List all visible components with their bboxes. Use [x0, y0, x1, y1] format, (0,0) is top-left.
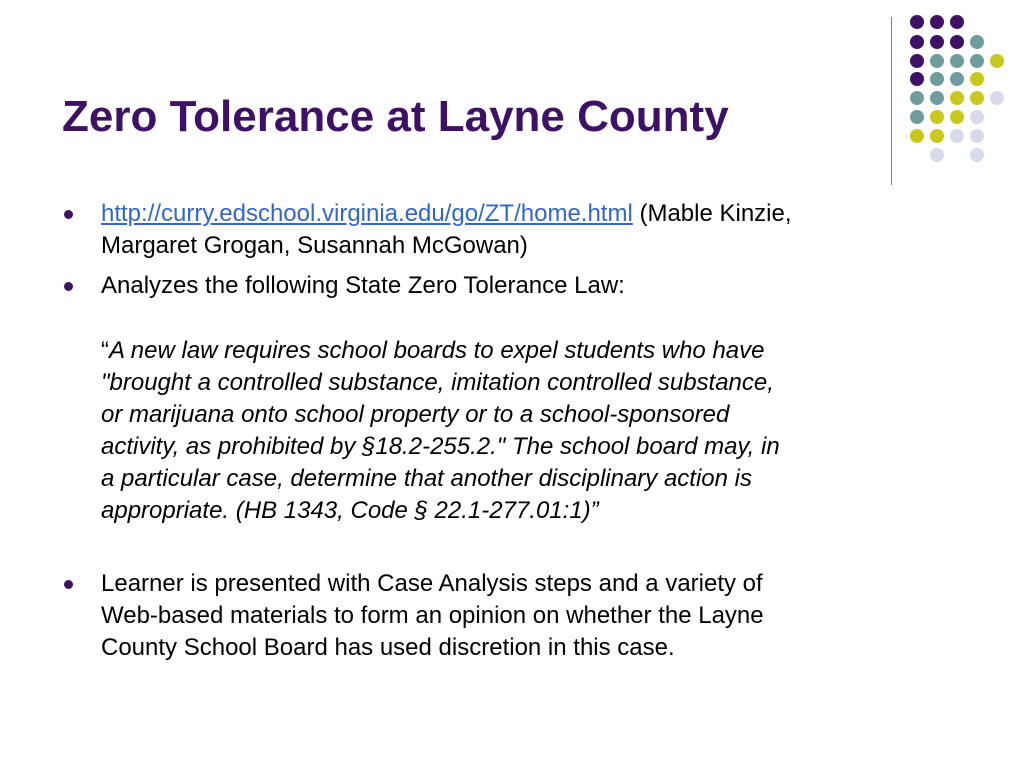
quote-open-mark: “ — [101, 337, 109, 364]
quote-line-3: or marijuana onto school property or to a school-sponsored — [101, 401, 730, 428]
bullet-3-line-1: Learner is presented with Case Analysis steps and a variety of — [101, 570, 763, 597]
quote-line-5: a particular case, determine that another disciplinary action is — [101, 465, 752, 492]
quote-line-6: appropriate. (HB 1343, Code § 22.1-277.01:1)” — [101, 497, 599, 524]
bullet-1-line-2: Margaret Grogan, Susannah McGowan) — [101, 232, 528, 259]
bullet-marker-2 — [64, 282, 73, 291]
curry-link[interactable]: http://curry.edschool.virginia.edu/go/ZT/home.html — [101, 200, 633, 227]
quote-line-4: activity, as prohibited by §18.2-255.2." The school board may, in — [101, 433, 780, 460]
quote-line-1-text: A new law requires school boards to expel students who have — [109, 337, 765, 364]
bullet-1-authors-part1: (Mable Kinzie, — [639, 200, 792, 227]
bullet-marker-3 — [64, 580, 73, 589]
bullet-marker-1 — [64, 210, 73, 219]
slide-title: Zero Tolerance at Layne County — [62, 92, 729, 141]
quote-line-2: "brought a controlled substance, imitation controlled substance, — [101, 369, 774, 396]
bullet-3-line-3: County School Board has used discretion in this case. — [101, 634, 675, 661]
bullet-2-text: Analyzes the following State Zero Tolerance Law: — [101, 272, 625, 299]
bullet-1-line-1 — [101, 198, 792, 230]
quote-line-1 — [101, 335, 765, 367]
bullet-3-line-2: Web-based materials to form an opinion on whether the Layne — [101, 602, 764, 629]
